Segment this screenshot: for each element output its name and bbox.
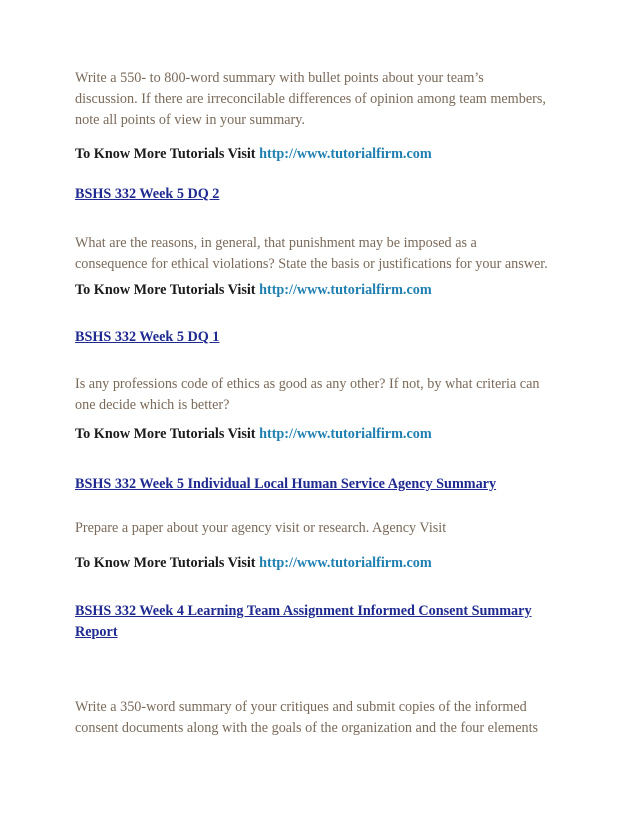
heading-link-week5-dq1[interactable] [75, 327, 575, 348]
paragraph-line: What are the reasons, in general, that punishment may be imposed as a [75, 235, 477, 251]
paragraph-line: note all points of view in your summary. [75, 112, 305, 128]
dq1-paragraph [75, 374, 575, 416]
paragraph-line: Write a 350-word summary of your critiques and submit copies of the informed [75, 699, 527, 715]
intro-paragraph [75, 68, 575, 131]
paragraph-line: Is any professions code of ethics as good as any other? If not, by what criteria can [75, 376, 540, 392]
visit-url-link[interactable]: http://www.tutorialfirm.com [259, 426, 432, 442]
heading-line[interactable]: BSHS 332 Week 5 Individual Local Human Service Agency Summary [75, 476, 497, 492]
paragraph-line: Write a 550- to 800-word summary with bullet points about your team’s [75, 70, 484, 86]
visit-line [75, 144, 575, 165]
heading-link-week4-team[interactable] [75, 601, 575, 643]
dq2-paragraph [75, 233, 575, 275]
visit-prefix: To Know More Tutorials Visit [75, 146, 260, 162]
paragraph-line: Prepare a paper about your agency visit or research. Agency Visit [75, 520, 447, 536]
visit-url-link[interactable]: http://www.tutorialfirm.com [259, 146, 432, 162]
visit-prefix: To Know More Tutorials Visit [75, 282, 260, 298]
heading-line[interactable]: BSHS 332 Week 5 DQ 1 [75, 329, 220, 345]
individual-paragraph [75, 518, 575, 539]
visit-line [75, 280, 575, 301]
heading-link-week5-dq2[interactable] [75, 184, 575, 205]
heading-line[interactable]: BSHS 332 Week 4 Learning Team Assignment Informed Consent Summary [75, 603, 532, 619]
heading-line[interactable]: BSHS 332 Week 5 DQ 2 [75, 186, 220, 202]
heading-line[interactable]: Report [75, 624, 118, 640]
paragraph-line: one decide which is better? [75, 397, 230, 413]
visit-url-link[interactable]: http://www.tutorialfirm.com [259, 555, 432, 571]
paragraph-line: discussion. If there are irreconcilable differences of opinion among team members, [75, 91, 546, 107]
visit-line [75, 553, 575, 574]
team-paragraph [75, 697, 575, 739]
paragraph-line: consent documents along with the goals of the organization and the four elements [75, 720, 539, 736]
visit-line [75, 424, 575, 445]
visit-prefix: To Know More Tutorials Visit [75, 426, 260, 442]
paragraph-line: consequence for ethical violations? State the basis or justifications for your answer. [75, 256, 548, 272]
visit-url-link[interactable]: http://www.tutorialfirm.com [259, 282, 432, 298]
heading-link-week5-individual[interactable] [75, 474, 575, 495]
visit-prefix: To Know More Tutorials Visit [75, 555, 260, 571]
